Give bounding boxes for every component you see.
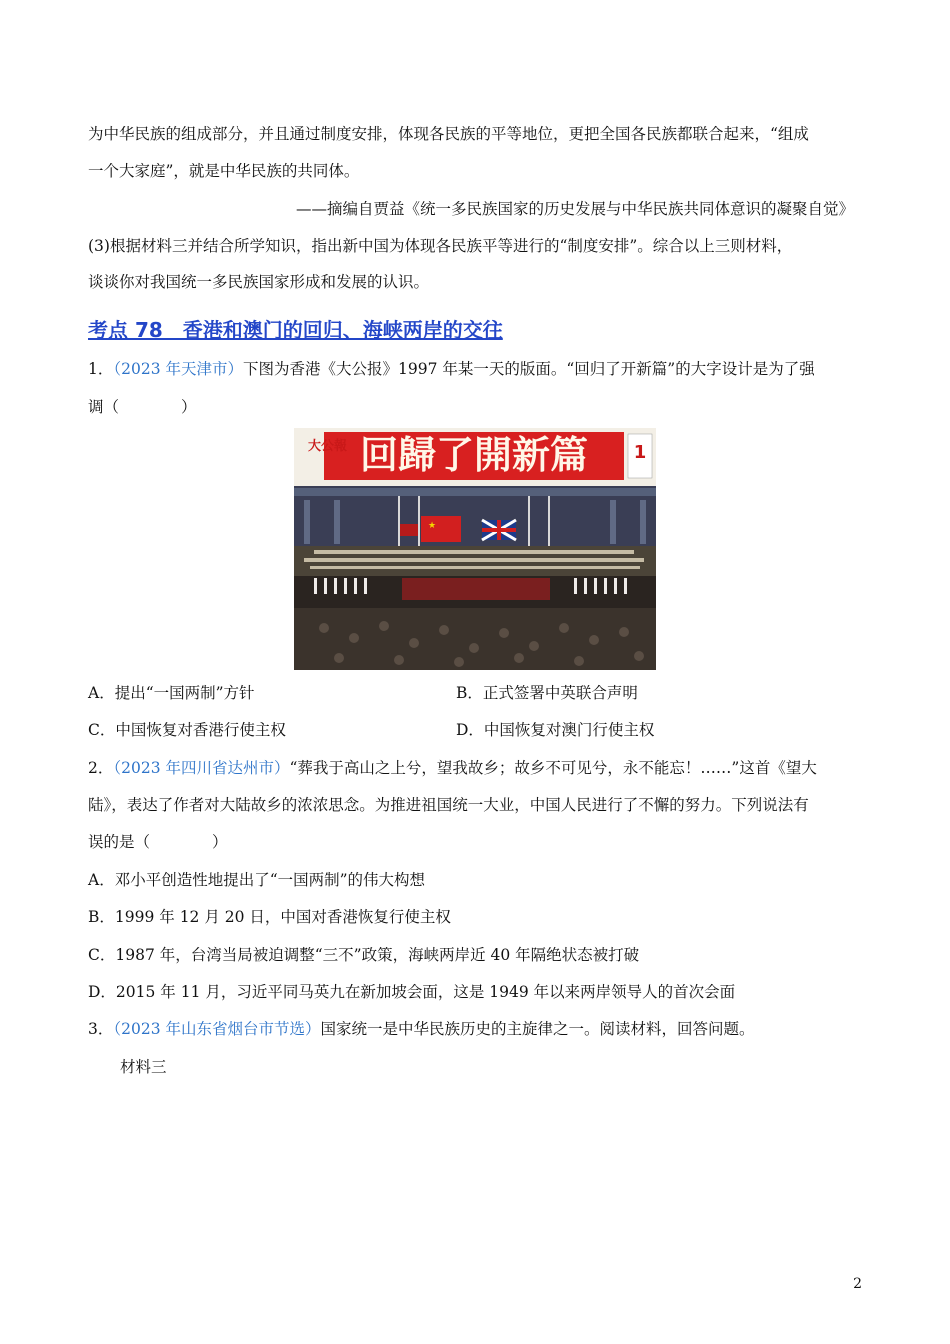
headline-text: 回歸了開新篇 <box>359 433 589 477</box>
question-1-option-d: D．中国恢复对澳门行使主权 <box>456 721 655 739</box>
svg-text:★: ★ <box>428 521 437 531</box>
question-2-stem-line-3: 误的是（ ） <box>88 833 228 851</box>
question-number: 2． <box>88 759 114 777</box>
question-1-stem-line-1 <box>88 359 815 379</box>
citation: ——摘编自贾益《统一多民族国家的历史发展与中华民族共同体意识的凝聚自觉》 <box>296 200 855 218</box>
question-2-option-c: C．1987 年，台湾当局被迫调整“三不”政策，海峡两岸近 40 年隔绝状态被打破 <box>88 946 640 964</box>
question-1-option-c: C．中国恢复对香港行使主权 <box>88 721 286 739</box>
question-2-stem-line-2: 陆》，表达了作者对大陆故乡的浓浓思念。为推进祖国统一大业，中国人民进行了不懈的努力。下列说法有 <box>88 796 809 814</box>
question-3-prompt-line-2: 谈谈你对我国统一多民族国家形成和发展的认识。 <box>88 273 430 291</box>
question-2-option-a: A．邓小平创造性地提出了“一国两制”的伟大构想 <box>88 871 426 889</box>
chinese-flag <box>421 516 461 542</box>
question-number: 1． <box>88 360 114 378</box>
question-1-option-b: B．正式签署中英联合声明 <box>456 684 638 702</box>
question-source: （2023 年天津市） <box>113 360 243 378</box>
question-1-stem-line-2: 调（ ） <box>88 398 197 416</box>
date-digit: 1 <box>633 442 647 463</box>
page-number: 2 <box>853 1276 862 1292</box>
material-label: 材料三 <box>120 1058 167 1076</box>
newspaper-front-page-image <box>294 428 656 670</box>
question-2-option-d: D．2015 年 11 月，习近平同马英九在新加坡会面，这是 1949 年以来两岸领导人的首次会面 <box>88 983 736 1001</box>
masthead-text: 大公報 <box>308 439 348 454</box>
question-source: （2023 年山东省烟台市节选） <box>113 1020 321 1038</box>
question-source: （2023 年四川省达州市） <box>113 759 290 777</box>
question-3-prompt-line-1: (3)根据材料三并结合所学知识，指出新中国为体现各民族平等进行的“制度安排”。综合以上三则材料， <box>88 237 793 255</box>
question-stem: 国家统一是中华民族历史的主旋律之一。阅读材料，回答问题。 <box>320 1020 755 1038</box>
question-2-stem-line-1 <box>88 758 817 778</box>
section-heading: 考点 78 香港和澳门的回归、海峡两岸的交往 <box>88 318 503 342</box>
question-stem: 下图为香港《大公报》1997 年某一天的版面。“回归了开新篇”的大字设计是为了强 <box>243 360 815 378</box>
british-flag <box>482 520 516 540</box>
continuation-line-1: 为中华民族的组成部分，并且通过制度安排，体现各民族的平等地位，更把全国各民族都联合起来，“组成 <box>88 125 809 143</box>
question-3-stem <box>88 1019 755 1039</box>
question-1-option-a: A．提出“一国两制”方针 <box>88 684 255 702</box>
question-number: 3． <box>88 1020 114 1038</box>
continuation-line-2: 一个大家庭”，就是中华民族的共同体。 <box>88 162 360 180</box>
question-stem: “葬我于高山之上兮，望我故乡；故乡不可见兮，永不能忘！……”这首《望大 <box>289 759 817 777</box>
question-2-option-b: B．1999 年 12 月 20 日，中国对香港恢复行使主权 <box>88 908 451 926</box>
